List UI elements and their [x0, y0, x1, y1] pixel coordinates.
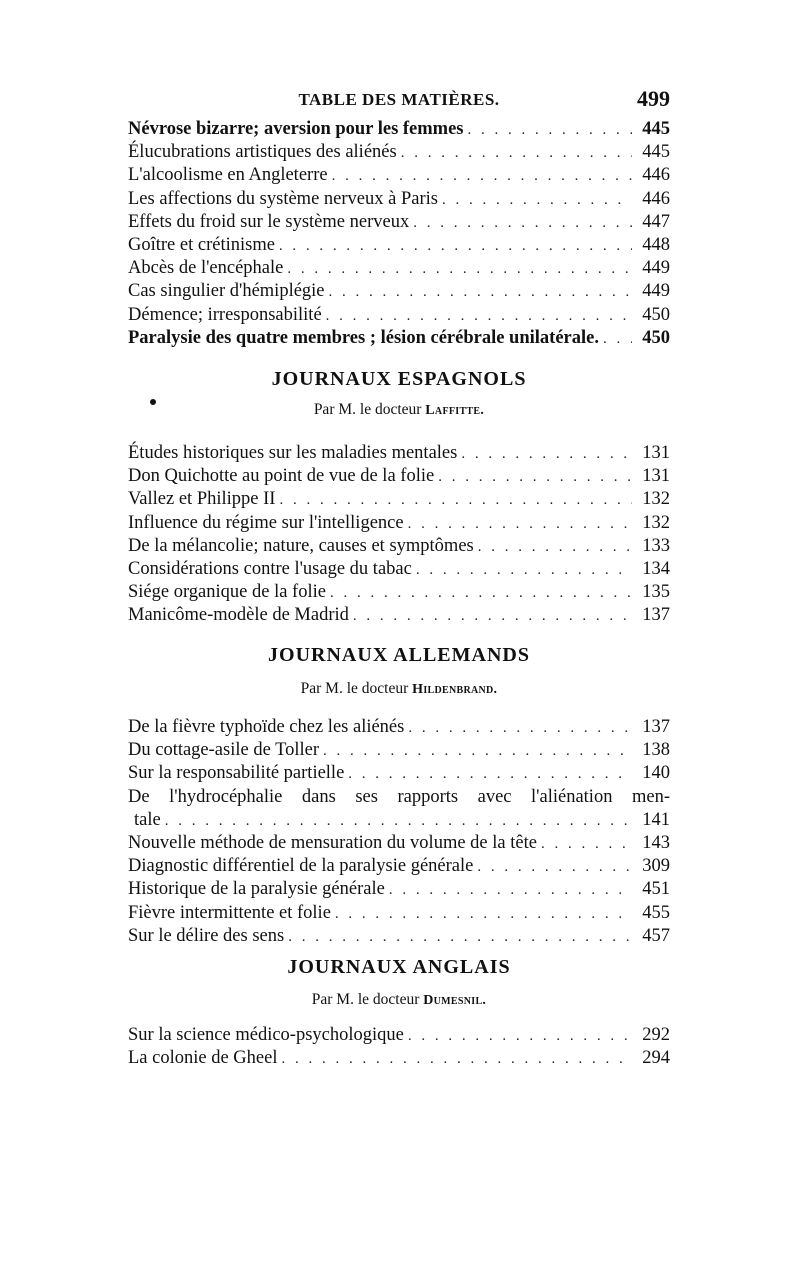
entry-page: 134	[642, 558, 670, 579]
dot-leader	[408, 513, 632, 536]
toc-entry	[128, 280, 670, 303]
toc-section-espagnols	[128, 442, 670, 628]
toc-entry	[128, 716, 670, 739]
entry-page: 448	[642, 234, 670, 255]
section-title-anglais: JOURNAUX ANGLAIS	[287, 956, 511, 978]
byline-author: Hildenbrand.	[412, 682, 498, 697]
toc-entry	[128, 739, 670, 762]
toc-entry	[128, 558, 670, 581]
dot-leader	[348, 763, 632, 786]
byline-prefix: Par M. le docteur	[311, 991, 420, 1008]
toc-entry	[128, 465, 670, 488]
entry-label: Du cottage-asile de Toller	[128, 740, 319, 761]
entry-page: 140	[642, 763, 670, 784]
dot-leader	[408, 1025, 632, 1048]
section-byline	[128, 680, 670, 698]
toc-entry	[128, 118, 670, 141]
entry-label: Don Quichotte au point de vue de la folie	[128, 466, 435, 487]
toc-entry	[128, 327, 670, 350]
byline-author: Dumesnil.	[423, 993, 487, 1008]
entry-label: L'alcoolisme en Angleterre	[128, 165, 328, 186]
entry-page: 450	[642, 304, 670, 325]
toc-entry	[128, 902, 670, 925]
dot-leader	[603, 328, 632, 351]
dot-leader	[541, 833, 632, 856]
entry-label: tale	[134, 809, 161, 830]
toc-entry-wrapped-line: De l'hydrocéphalie dans ses rapports avec l'aliénation men-	[128, 786, 670, 807]
header-title: TABLE DES MATIÈRES.	[298, 90, 500, 109]
entry-label: Sur la responsabilité partielle	[128, 763, 345, 784]
dot-leader	[329, 281, 632, 304]
entry-page: 445	[642, 119, 670, 139]
toc-entry	[128, 878, 670, 901]
entry-label: Influence du régime sur l'intelligence	[128, 512, 404, 533]
toc-entry	[128, 809, 670, 832]
byline-prefix: Par M. le docteur	[300, 680, 409, 697]
dot-leader	[323, 740, 632, 763]
toc-entry	[128, 188, 670, 211]
toc-entry	[128, 211, 670, 234]
entry-page: 141	[642, 809, 670, 830]
toc-entry	[128, 535, 670, 558]
entry-page: 451	[642, 879, 670, 900]
dot-leader	[332, 165, 632, 188]
entry-label: Les affections du système nerveux à Paris	[128, 188, 438, 209]
entry-label: Paralysie des quatre membres ; lésion cérébrale unilatérale.	[128, 327, 599, 348]
entry-label: De la mélancolie; nature, causes et symptômes	[128, 535, 474, 556]
toc-entry	[128, 762, 670, 785]
dot-leader	[281, 1048, 632, 1071]
entry-label: Effets du froid sur le système nerveux	[128, 211, 410, 232]
entry-label: Considérations contre l'usage du tabac	[128, 558, 412, 579]
entry-page: 449	[642, 281, 670, 302]
entry-page: 457	[642, 925, 670, 946]
running-header	[128, 86, 670, 114]
dot-leader	[335, 903, 632, 926]
entry-page: 143	[642, 832, 670, 853]
dot-leader	[165, 810, 632, 833]
dot-leader	[401, 142, 632, 165]
toc-entry	[128, 141, 670, 164]
dot-leader	[416, 559, 632, 582]
toc-entry	[128, 512, 670, 535]
dot-leader	[279, 235, 632, 258]
entry-label: Sur le délire des sens	[128, 925, 285, 946]
toc-entry	[128, 164, 670, 187]
entry-label: Diagnostic différentiel de la paralysie générale	[128, 856, 474, 877]
entry-page: 446	[642, 188, 670, 209]
dot-leader	[288, 926, 632, 949]
entry-label: La colonie de Gheel	[128, 1048, 278, 1069]
entry-page: 294	[642, 1048, 670, 1069]
entry-page: 132	[642, 489, 670, 510]
entry-label: Élucubrations artistiques des aliénés	[128, 142, 397, 163]
entry-page: 137	[642, 717, 670, 737]
toc-entry	[128, 1024, 670, 1047]
toc-section-anglais	[128, 1024, 670, 1070]
entry-label: Névrose bizarre; aversion pour les femmes	[128, 119, 464, 139]
entry-page: 138	[642, 740, 670, 761]
entry-page: 137	[642, 605, 670, 626]
dot-leader	[353, 605, 632, 628]
entry-page: 445	[642, 142, 670, 163]
dot-leader	[477, 856, 632, 879]
section-byline	[128, 991, 670, 1009]
toc-entry	[128, 442, 670, 465]
entry-label: Nouvelle méthode de mensuration du volume de la tête	[128, 832, 537, 853]
entry-page: 446	[642, 165, 670, 186]
entry-page: 133	[642, 535, 670, 556]
byline-prefix: Par M. le docteur	[313, 401, 422, 418]
dot-leader	[413, 212, 632, 235]
section-byline	[128, 401, 670, 419]
dot-leader	[478, 536, 632, 559]
byline-author: Laffitte.	[425, 403, 485, 418]
entry-label: Manicôme-modèle de Madrid	[128, 605, 349, 626]
entry-page: 131	[642, 466, 670, 487]
toc-entry	[128, 488, 670, 511]
toc-entry	[128, 925, 670, 948]
entry-label: Historique de la paralysie générale	[128, 879, 385, 900]
toc-section-allemands	[128, 716, 670, 948]
entry-label: Cas singulier d'hémiplégie	[128, 281, 325, 302]
entry-label: Siége organique de la folie	[128, 582, 326, 603]
entry-page: 450	[642, 327, 670, 348]
entry-label: Sur la science médico-psychologique	[128, 1025, 404, 1045]
section-title-espagnols: JOURNAUX ESPAGNOLS	[271, 368, 527, 390]
toc-entry	[128, 234, 670, 257]
entry-page: 292	[642, 1025, 670, 1045]
dot-leader	[326, 305, 632, 328]
dot-leader	[442, 189, 632, 212]
toc-entry	[128, 855, 670, 878]
dot-leader	[330, 582, 632, 605]
toc-entry	[128, 604, 670, 627]
toc-section-continued	[128, 118, 670, 350]
entry-label: Études historiques sur les maladies mentales	[128, 443, 458, 463]
entry-page: 455	[642, 902, 670, 923]
entry-page: 309	[642, 856, 670, 877]
entry-page: 447	[642, 211, 670, 232]
toc-entry	[128, 257, 670, 280]
entry-label: De la fièvre typhoïde chez les aliénés	[128, 717, 405, 737]
dot-leader	[468, 119, 633, 142]
toc-entry	[128, 832, 670, 855]
entry-label: Démence; irresponsabilité	[128, 304, 322, 325]
section-title-allemands: JOURNAUX ALLEMANDS	[268, 644, 530, 666]
toc-entry	[128, 1047, 670, 1070]
entry-page: 135	[642, 582, 670, 603]
dot-leader	[408, 717, 632, 740]
dot-leader	[461, 443, 632, 466]
dot-leader	[389, 879, 632, 902]
entry-page: 132	[642, 512, 670, 533]
entry-page: 131	[642, 443, 670, 463]
toc-entry	[128, 581, 670, 604]
dot-leader	[279, 489, 632, 512]
dot-leader	[287, 258, 632, 281]
entry-label: Goître et crétinisme	[128, 234, 275, 255]
header-page-number: 499	[637, 86, 670, 111]
entry-label: Fièvre intermittente et folie	[128, 902, 331, 923]
entry-page: 449	[642, 258, 670, 279]
entry-label: Vallez et Philippe II	[128, 489, 276, 510]
entry-label: Abcès de l'encéphale	[128, 258, 284, 279]
toc-entry	[128, 304, 670, 327]
dot-leader	[438, 466, 632, 489]
